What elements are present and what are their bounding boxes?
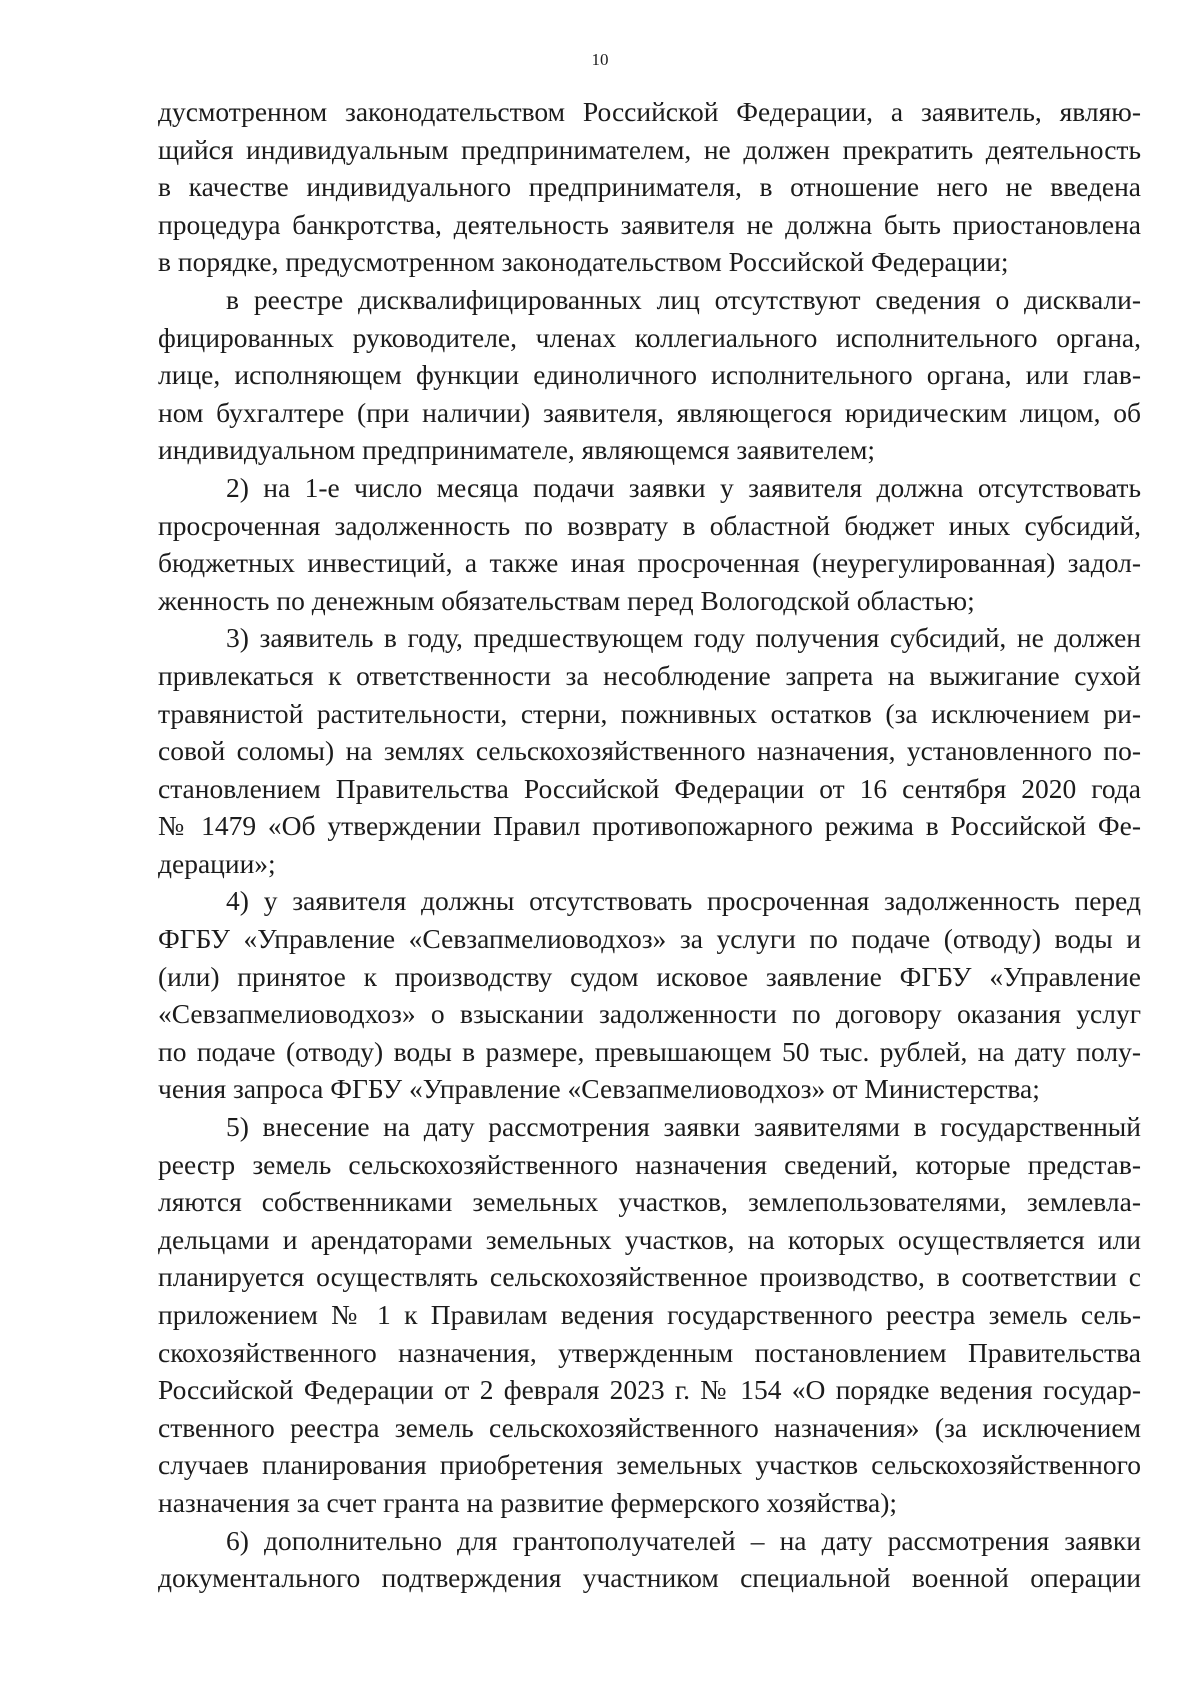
paragraph-item-3 xyxy=(158,619,1141,882)
text-line: индивидуальном предпринимателе, являющемся заявителем; xyxy=(158,434,876,466)
text-line: 2) на 1-е число месяца подачи заявки у заявителя должна отсутствовать xyxy=(226,471,1141,503)
text-line: приложением № 1 к Правилам ведения государственного реестра земель сель- xyxy=(158,1299,1141,1330)
text-line: совой соломы) на землях сельскохозяйственного назначения, установленного по- xyxy=(158,735,1141,767)
paragraph-item-5 xyxy=(158,1108,1141,1522)
text-line: Российской Федерации от 2 февраля 2023 г. № 154 «О порядке ведения государ- xyxy=(158,1374,1141,1406)
text-line: скохозяйственного назначения, утвержденным постановлением Правительства xyxy=(158,1336,1141,1368)
text-line: 3) заявитель в году, предшествующем году получения субсидий, не должен xyxy=(226,622,1141,654)
paragraph-item-4 xyxy=(158,882,1141,1108)
text-line: ляются собственниками земельных участков, землепользователями, землевла- xyxy=(158,1186,1141,1218)
text-line: дельцами и арендаторами земельных участков, на которых осуществляется или xyxy=(158,1223,1141,1255)
text-line: процедура банкротства, деятельность заявителя не должна быть приостановлена xyxy=(158,208,1141,240)
text-line: дусмотренном законодательством Российской Федерации, а заявитель, являю- xyxy=(158,96,1141,127)
text-line: просроченная задолженность по возврату в областной бюджет иных субсидий, xyxy=(158,509,1141,541)
text-line: 5) внесение на дату рассмотрения заявки заявителями в государственный xyxy=(226,1111,1141,1143)
text-line: привлекаться к ответственности за несоблюдение запрета на выжигание сухой xyxy=(158,659,1141,691)
text-line: ном бухгалтере (при наличии) заявителя, являющегося юридическим лицом, об xyxy=(158,396,1141,428)
text-line: ФГБУ «Управление «Севзапмелиоводхоз» за услуги по подаче (отводу) воды и xyxy=(158,923,1141,955)
text-line: бюджетных инвестиций, а также иная просроченная (неурегулированная) задол- xyxy=(158,547,1141,579)
page-number: 10 xyxy=(591,50,609,69)
text-line: в качестве индивидуального предпринимателя, в отношение него не введена xyxy=(158,171,1141,203)
text-line: 6) дополнительно для грантополучателей – на дату рассмотрения заявки xyxy=(226,1524,1141,1556)
text-line: чения запроса ФГБУ «Управление «Севзапмелиоводхоз» от Министерства; xyxy=(158,1073,1040,1105)
text-line: женность по денежным обязательствам перед Вологодской областью; xyxy=(158,584,975,616)
text-line: в порядке, предусмотренном законодательством Российской Федерации; xyxy=(158,246,1009,278)
text-line: ственного реестра земель сельскохозяйственного назначения» (за исключением xyxy=(158,1411,1141,1443)
text-line: документального подтверждения участником специальной военной операции xyxy=(158,1562,1141,1594)
text-line: лице, исполняющем функции единоличного исполнительного органа, или глав- xyxy=(158,359,1141,391)
text-line: становлением Правительства Российской Федерации от 16 сентября 2020 года xyxy=(158,772,1141,804)
text-line: щийся индивидуальным предпринимателем, не должен прекратить деятельность xyxy=(158,133,1141,165)
text-line: в реестре дисквалифицированных лиц отсутствуют сведения о дисквали- xyxy=(226,283,1141,315)
text-line: фицированных руководителе, членах коллегиального исполнительного органа, xyxy=(158,321,1141,353)
document-body xyxy=(158,93,1141,1597)
paragraph-item-6 xyxy=(158,1522,1141,1597)
paragraph-continuation xyxy=(158,93,1141,281)
text-line: (или) принятое к производству судом исковое заявление ФГБУ «Управление xyxy=(158,960,1141,992)
text-line: по подаче (отводу) воды в размере, превышающем 50 тыс. рублей, на дату полу- xyxy=(158,1035,1141,1067)
text-line: № 1479 «Об утверждении Правил противопожарного режима в Российской Фе- xyxy=(158,810,1141,842)
text-line: травянистой растительности, стерни, пожнивных остатков (за исключением ри- xyxy=(158,697,1141,729)
text-line: дерации»; xyxy=(158,847,276,879)
text-line: планируется осуществлять сельскохозяйственное производство, в соответствии с xyxy=(158,1261,1141,1293)
paragraph-item-2 xyxy=(158,469,1141,619)
paragraph-disqualified-registry xyxy=(158,281,1141,469)
text-line: «Севзапмелиоводхоз» о взыскании задолженности по договору оказания услуг xyxy=(158,998,1141,1030)
text-line: назначения за счет гранта на развитие фермерского хозяйства); xyxy=(158,1486,898,1518)
text-line: реестр земель сельскохозяйственного назначения сведений, которые представ- xyxy=(158,1148,1141,1180)
text-line: 4) у заявителя должны отсутствовать просроченная задолженность перед xyxy=(226,885,1141,917)
text-line: случаев планирования приобретения земельных участков сельскохозяйственного xyxy=(158,1449,1141,1481)
